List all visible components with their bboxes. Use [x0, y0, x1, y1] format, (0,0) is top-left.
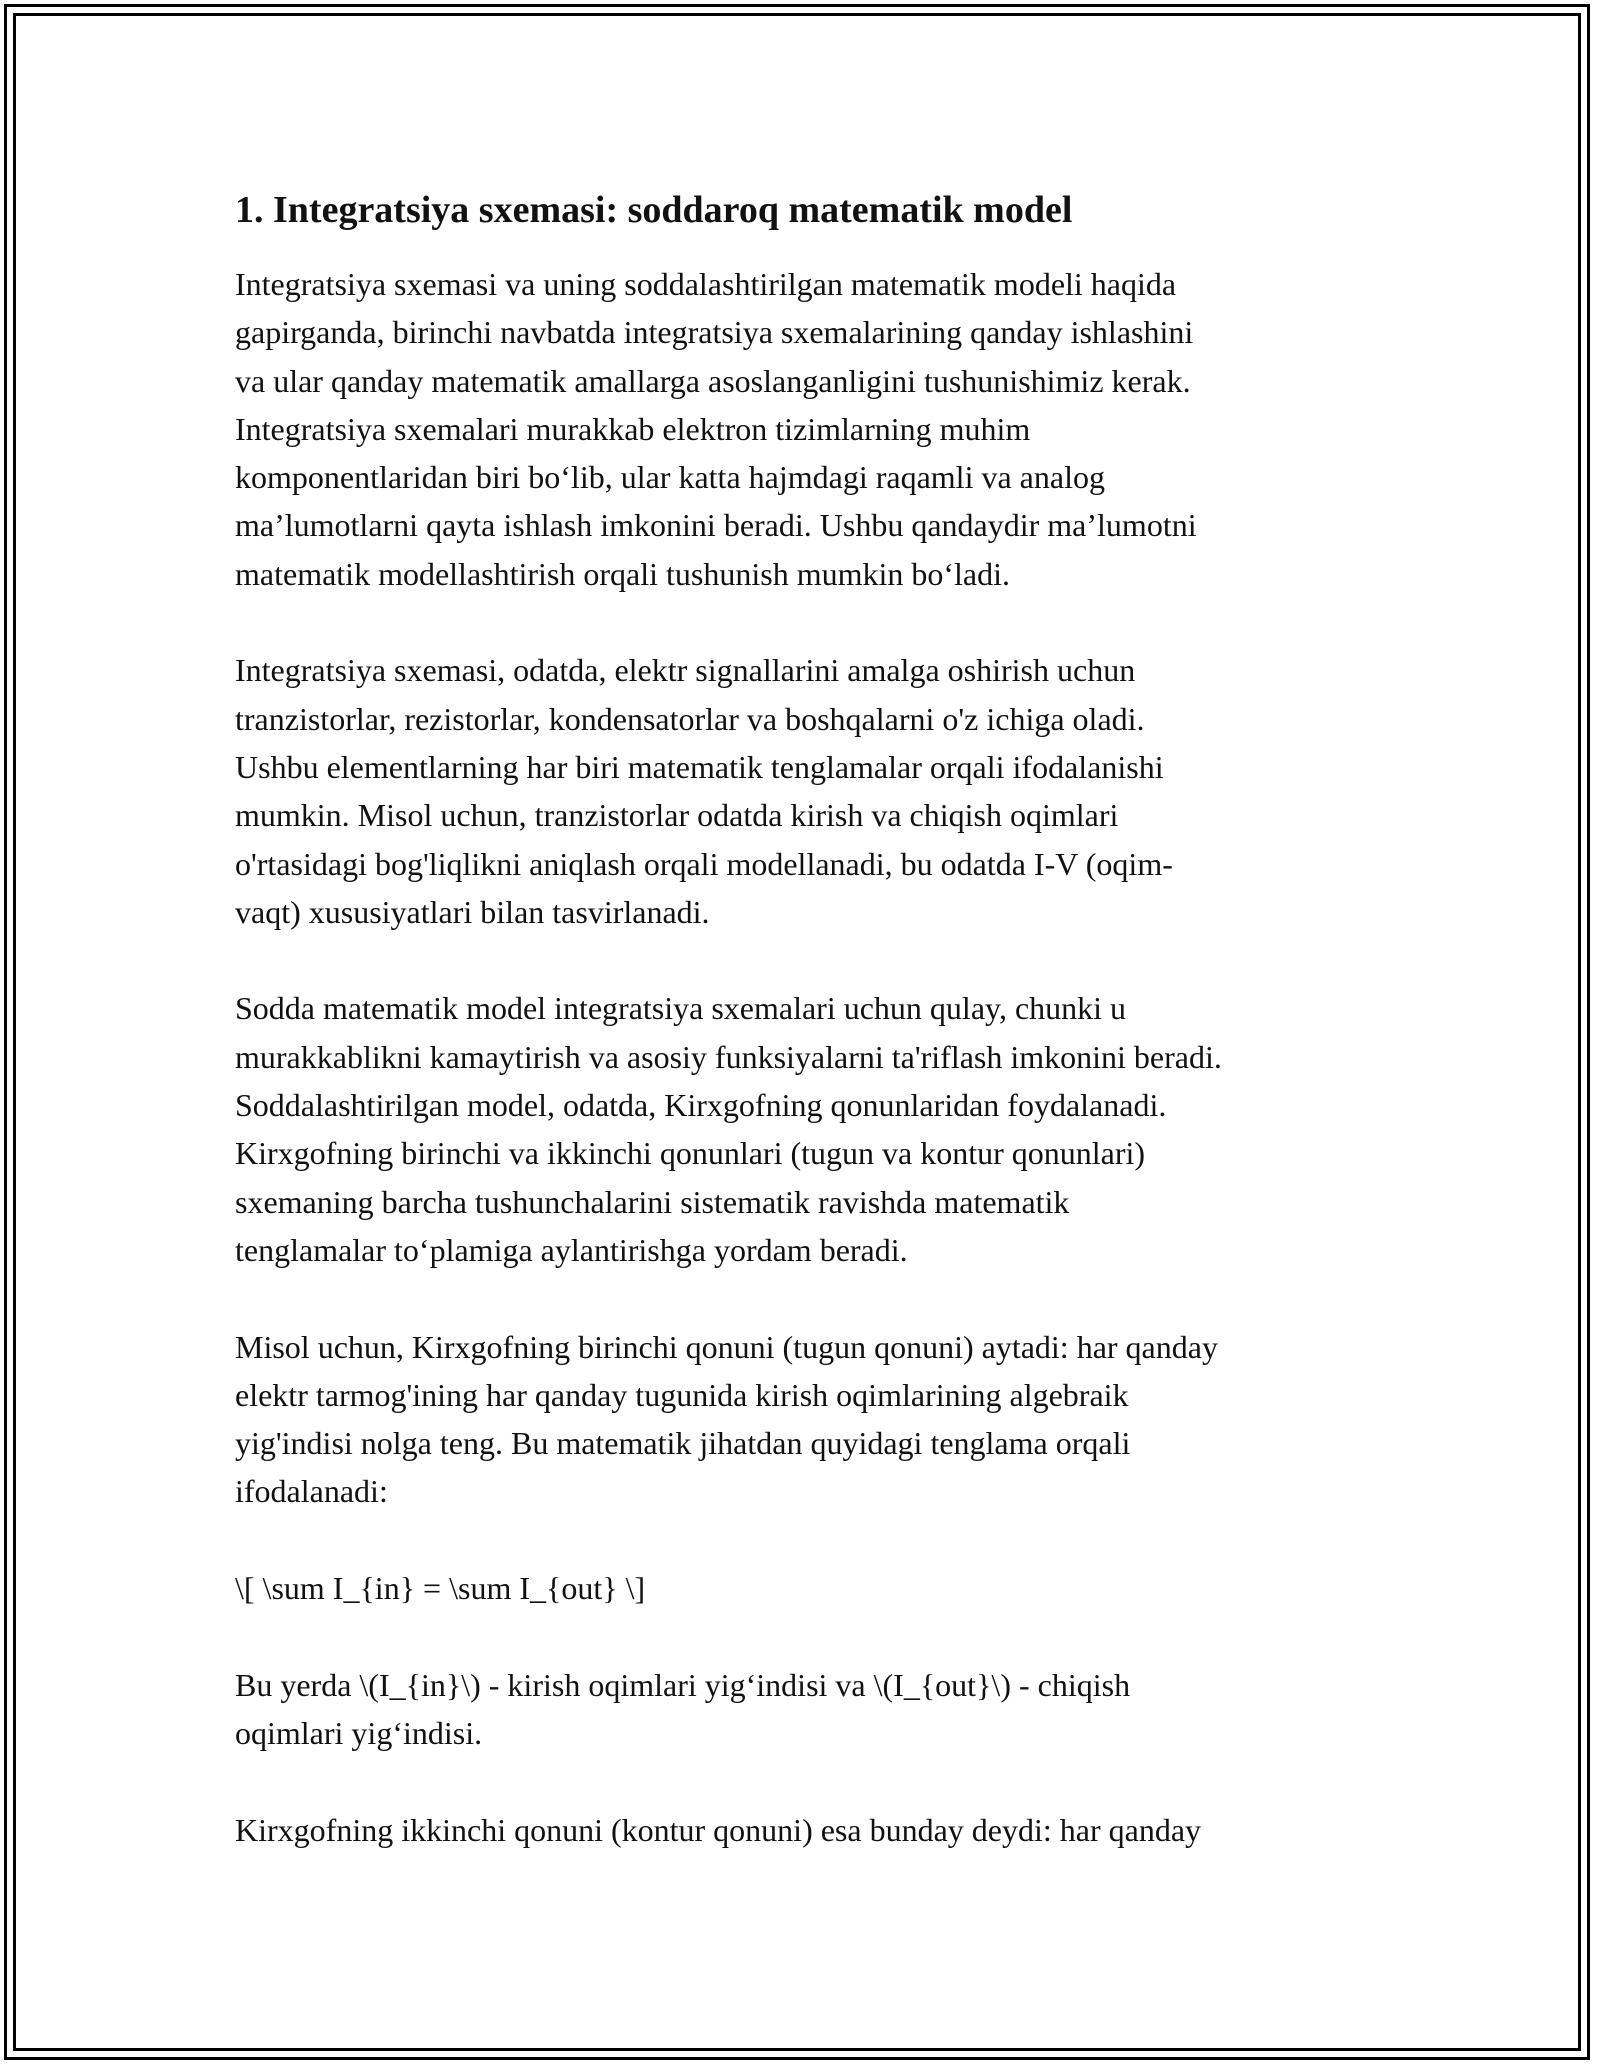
- text-line: ifodalanadi:: [235, 1473, 388, 1510]
- paragraph-first-law: [235, 1323, 1375, 1516]
- equation-block: [235, 1564, 1375, 1612]
- text-line: mumkin. Misol uchun, tranzistorlar odatda kirish va chiqish oqimlari: [235, 797, 1119, 834]
- text-line: yig'indisi nolga teng. Bu matematik jihatdan quyidagi tenglama orqali: [235, 1425, 1131, 1462]
- text-line: vaqt) xususiyatlari bilan tasvirlanadi.: [235, 893, 710, 930]
- text-line: va ular qanday matematik amallarga asoslanganligini tushunishimiz kerak.: [235, 362, 1191, 399]
- text-line: gapirganda, birinchi navbatda integratsiya sxemalarining qanday ishlashini: [235, 314, 1194, 351]
- paragraph-components: [235, 646, 1375, 936]
- text-line: Integratsiya sxemasi, odatda, elektr signallarini amalga oshirish uchun: [235, 652, 1136, 689]
- equation-line: \[ \sum I_{in} = \sum I_{out} \]: [235, 1570, 646, 1607]
- section-heading: 1. Integratsiya sxemasi: soddaroq matematik model: [235, 189, 1073, 231]
- text-line: Kirxgofning ikkinchi qonuni (kontur qonuni) esa bunday deydi: har qanday: [235, 1811, 1202, 1848]
- text-line: Sodda matematik model integratsiya sxemalari uchun qulay, chunki u: [235, 990, 1127, 1027]
- text-line: oqimlari yig‘indisi.: [235, 1714, 483, 1751]
- text-line: tenglamalar to‘plamiga aylantirishga yordam beradi.: [235, 1231, 908, 1268]
- paragraph-equation-explanation: [235, 1661, 1375, 1758]
- text-line: Soddalashtirilgan model, odatda, Kirxgofning qonunlaridan foydalanadi.: [235, 1087, 1167, 1124]
- document-body: [235, 186, 1375, 1902]
- text-line: tranzistorlar, rezistorlar, kondensatorlar va boshqalarni o'z ichiga oladi.: [235, 700, 1145, 737]
- text-line: murakkablikni kamaytirish va asosiy funksiyalarni ta'riflash imkonini beradi.: [235, 1038, 1222, 1075]
- paragraph-simple-model: [235, 984, 1375, 1274]
- text-line: Integratsiya sxemalari murakkab elektron tizimlarning muhim: [235, 410, 1031, 447]
- paragraph-intro: [235, 260, 1375, 598]
- text-line: Kirxgofning birinchi va ikkinchi qonunlari (tugun va kontur qonunlari): [235, 1135, 1146, 1172]
- text-line: komponentlaridan biri bo‘lib, ular katta hajmdagi raqamli va analog: [235, 459, 1105, 496]
- paragraph-second-law: [235, 1806, 1375, 1854]
- text-line: sxemaning barcha tushunchalarini sistematik ravishda matematik: [235, 1183, 1070, 1220]
- text-line: Integratsiya sxemasi va uning soddalashtirilgan matematik modeli haqida: [235, 266, 1177, 302]
- text-line: elektr tarmog'ining har qanday tugunida kirish oqimlarining algebraik: [235, 1376, 1129, 1413]
- text-line: o'rtasidagi bog'liqlikni aniqlash orqali modellanadi, bu odatda I-V (oqim-: [235, 845, 1173, 882]
- text-line: ma’lumotlarni qayta ishlash imkonini beradi. Ushbu qandaydir ma’lumotni: [235, 507, 1197, 544]
- text-line: Ushbu elementlarning har biri matematik tenglamalar orqali ifodalanishi: [235, 748, 1164, 785]
- text-line: Misol uchun, Kirxgofning birinchi qonuni (tugun qonuni) aytadi: har qanday: [235, 1328, 1218, 1365]
- text-line: matematik modellashtirish orqali tushunish mumkin bo‘ladi.: [235, 555, 1011, 592]
- text-line: Bu yerda \(I_{in}\) - kirish oqimlari yig‘indisi va \(I_{out}\) - chiqish: [235, 1666, 1131, 1703]
